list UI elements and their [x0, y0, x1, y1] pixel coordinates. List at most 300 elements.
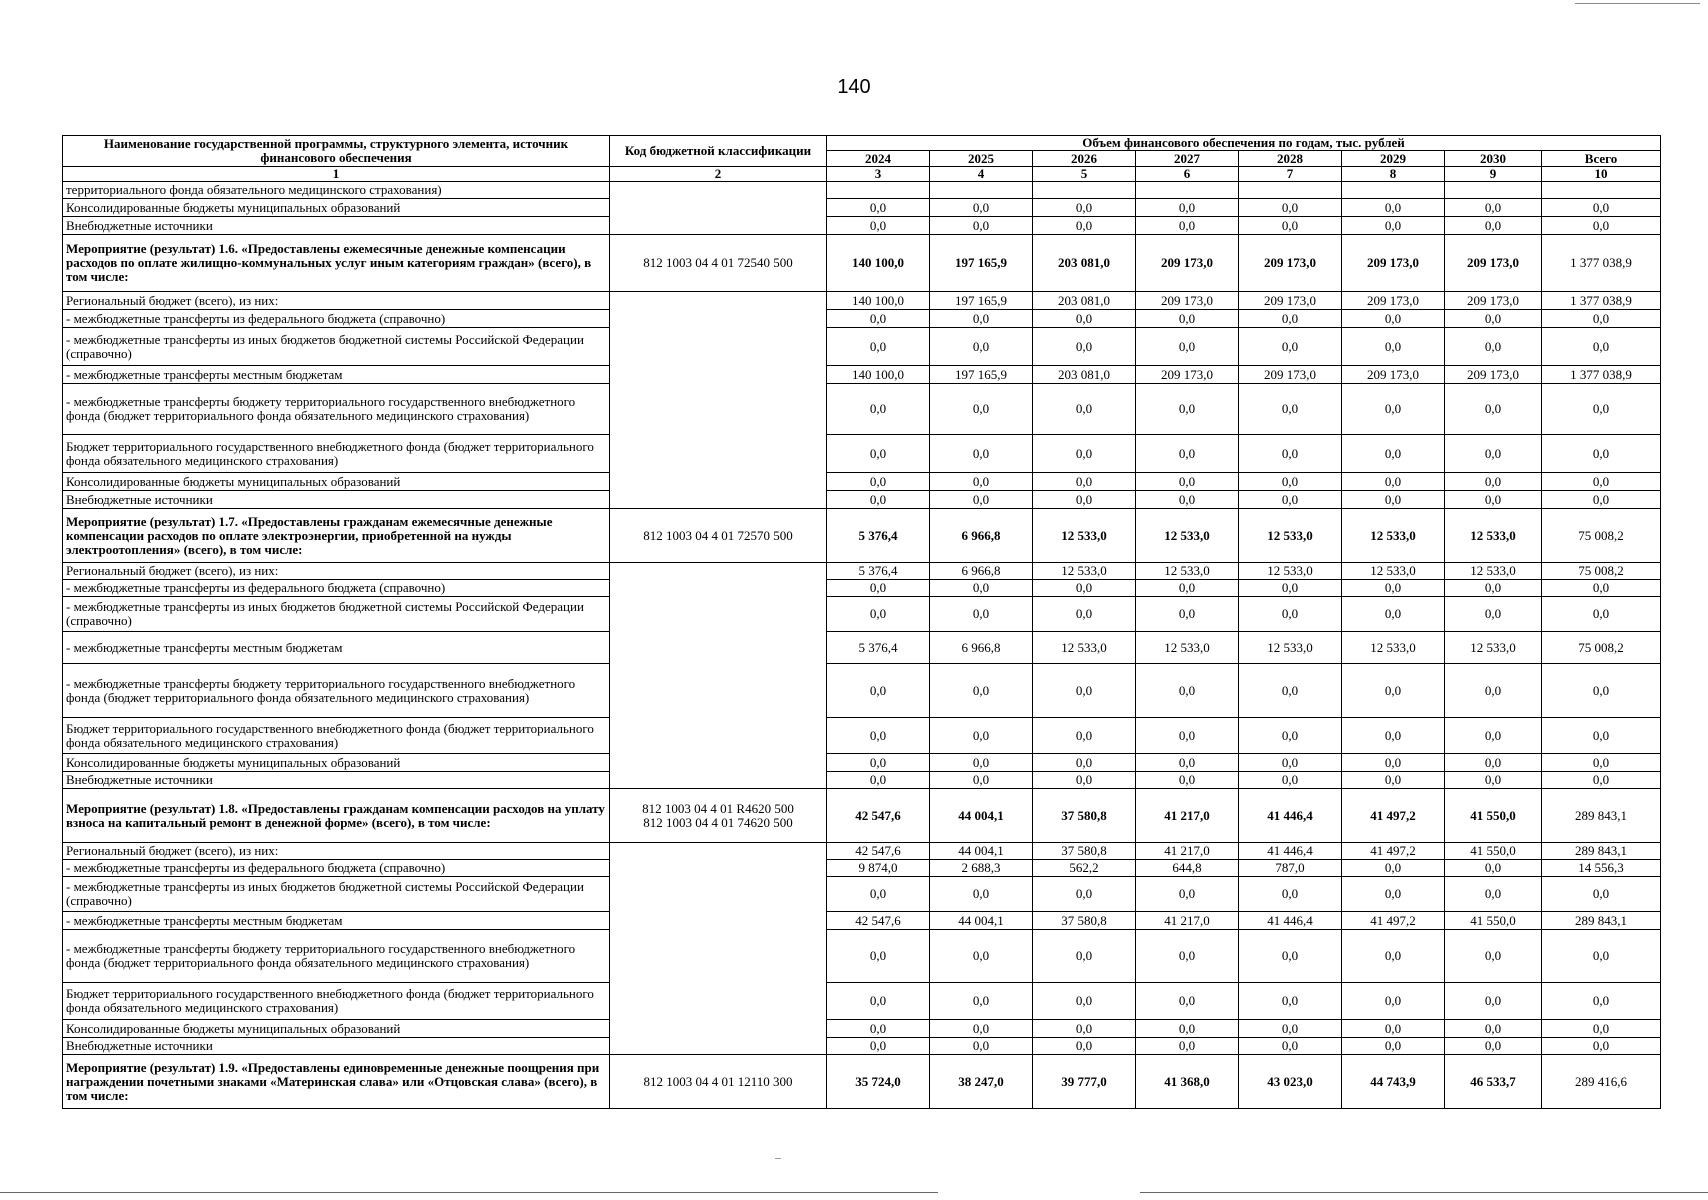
- year-value: 0,0: [1033, 597, 1136, 632]
- total-value: 0,0: [1542, 384, 1661, 435]
- table-row: [63, 580, 1661, 597]
- total-value: 75 008,2: [1542, 632, 1661, 664]
- year-value: 12 533,0: [1033, 509, 1136, 563]
- year-value: 0,0: [1342, 772, 1445, 789]
- year-value: 0,0: [1342, 473, 1445, 491]
- year-value: 0,0: [1136, 772, 1239, 789]
- year-value: 0,0: [1033, 1038, 1136, 1055]
- total-value: 289 843,1: [1542, 789, 1661, 843]
- year-value: 0,0: [827, 983, 930, 1020]
- header-total: Всего: [1542, 151, 1661, 167]
- row-name: Консолидированные бюджеты муниципальных образований: [63, 199, 610, 217]
- year-value: 0,0: [1033, 328, 1136, 366]
- year-value: 0,0: [1445, 217, 1542, 235]
- year-value: 0,0: [1342, 983, 1445, 1020]
- col-number: 3: [827, 167, 930, 182]
- year-value: 0,0: [827, 664, 930, 718]
- year-value: 0,0: [827, 491, 930, 509]
- year-value: 6 966,8: [930, 632, 1033, 664]
- year-value: 0,0: [930, 384, 1033, 435]
- year-value: 0,0: [1033, 664, 1136, 718]
- total-value: 0,0: [1542, 217, 1661, 235]
- year-value: 41 497,2: [1342, 789, 1445, 843]
- col-number: 4: [930, 167, 1033, 182]
- total-value: 75 008,2: [1542, 509, 1661, 563]
- year-value: 0,0: [1445, 597, 1542, 632]
- year-value: 0,0: [1239, 473, 1342, 491]
- year-value: 0,0: [1033, 930, 1136, 983]
- year-value: 0,0: [1239, 328, 1342, 366]
- year-value: 0,0: [1239, 580, 1342, 597]
- row-name: Бюджет территориального государственного внебюджетного фонда (бюджет территориального фонда обязательного медицинского страхования): [63, 718, 610, 754]
- table-row: [63, 860, 1661, 877]
- total-value: 0,0: [1542, 597, 1661, 632]
- row-name: Региональный бюджет (всего), из них:: [63, 563, 610, 580]
- year-value: 0,0: [827, 1038, 930, 1055]
- year-value: [827, 182, 930, 199]
- row-name: - межбюджетные трансферты бюджету территориального государственного внебюджетного фонда (бюджет территориального фонда обязательного медицинского страхования): [63, 930, 610, 983]
- year-value: 0,0: [827, 580, 930, 597]
- budget-code: [610, 182, 827, 235]
- year-value: 0,0: [930, 1038, 1033, 1055]
- year-value: 6 966,8: [930, 509, 1033, 563]
- row-name: - межбюджетные трансферты местным бюджетам: [63, 632, 610, 664]
- year-value: 0,0: [930, 1020, 1033, 1038]
- year-value: 0,0: [1033, 217, 1136, 235]
- year-value: 0,0: [1445, 580, 1542, 597]
- year-value: 42 547,6: [827, 912, 930, 930]
- year-value: 0,0: [1239, 310, 1342, 328]
- year-value: 0,0: [1033, 754, 1136, 772]
- year-value: 12 533,0: [1033, 563, 1136, 580]
- year-value: 0,0: [1342, 199, 1445, 217]
- year-value: 42 547,6: [827, 789, 930, 843]
- year-value: 44 004,1: [930, 912, 1033, 930]
- year-value: 0,0: [1342, 217, 1445, 235]
- row-name: Региональный бюджет (всего), из них:: [63, 292, 610, 310]
- year-value: 0,0: [1033, 1020, 1136, 1038]
- year-value: 12 533,0: [1342, 632, 1445, 664]
- table-row: [63, 718, 1661, 754]
- year-value: 37 580,8: [1033, 789, 1136, 843]
- table-row: [63, 843, 1661, 860]
- row-name: Консолидированные бюджеты муниципальных образований: [63, 1020, 610, 1038]
- year-value: 209 173,0: [1445, 292, 1542, 310]
- header-code-col: Код бюджетной классификации: [610, 136, 827, 167]
- total-value: 0,0: [1542, 473, 1661, 491]
- total-value: 14 556,3: [1542, 860, 1661, 877]
- year-value: 0,0: [827, 217, 930, 235]
- year-value: 0,0: [1445, 1038, 1542, 1055]
- row-name: - межбюджетные трансферты бюджету территориального государственного внебюджетного фонда (бюджет территориального фонда обязательного медицинского страхования): [63, 664, 610, 718]
- year-value: 0,0: [1136, 328, 1239, 366]
- header-name-col: Наименование государственной программы, структурного элемента, источник финансового обеспечения: [63, 136, 610, 167]
- total-value: 0,0: [1542, 718, 1661, 754]
- year-value: 0,0: [1239, 384, 1342, 435]
- year-value: 0,0: [1445, 860, 1542, 877]
- row-name: Внебюджетные источники: [63, 1038, 610, 1055]
- table-row: [63, 366, 1661, 384]
- year-value: 0,0: [827, 597, 930, 632]
- year-value: 644,8: [1136, 860, 1239, 877]
- year-value: 0,0: [1239, 217, 1342, 235]
- year-value: 12 533,0: [1136, 509, 1239, 563]
- year-value: 0,0: [1033, 718, 1136, 754]
- year-value: 0,0: [930, 199, 1033, 217]
- year-value: 0,0: [1033, 772, 1136, 789]
- year-value: 0,0: [1136, 1020, 1239, 1038]
- year-value: 41 550,0: [1445, 912, 1542, 930]
- year-value: 0,0: [1136, 718, 1239, 754]
- year-value: 12 533,0: [1033, 632, 1136, 664]
- budget-code: [610, 843, 827, 1055]
- header-year: 2029: [1342, 151, 1445, 167]
- year-value: 0,0: [930, 473, 1033, 491]
- year-value: 209 173,0: [1342, 292, 1445, 310]
- year-value: 5 376,4: [827, 509, 930, 563]
- table-row: [63, 912, 1661, 930]
- year-value: 0,0: [1033, 384, 1136, 435]
- total-value: 1 377 038,9: [1542, 235, 1661, 292]
- row-name: - межбюджетные трансферты из федерального бюджета (справочно): [63, 580, 610, 597]
- year-value: [1033, 182, 1136, 199]
- table-row: [63, 930, 1661, 983]
- row-name: Мероприятие (результат) 1.7. «Предоставлены гражданам ежемесячные денежные компенсации расходов по оплате электроэнергии, приобретенной на нужды электроотопления» (всего), в том числе:: [63, 509, 610, 563]
- header-year: 2024: [827, 151, 930, 167]
- row-name: территориального фонда обязательного медицинского страхования): [63, 182, 610, 199]
- year-value: 37 580,8: [1033, 843, 1136, 860]
- year-value: 0,0: [1136, 664, 1239, 718]
- col-number: 2: [610, 167, 827, 182]
- total-value: 289 843,1: [1542, 843, 1661, 860]
- year-value: 0,0: [930, 772, 1033, 789]
- total-value: 0,0: [1542, 435, 1661, 473]
- year-value: 0,0: [1136, 930, 1239, 983]
- total-value: 289 416,6: [1542, 1055, 1661, 1109]
- year-value: 0,0: [1445, 473, 1542, 491]
- budget-code: [610, 292, 827, 509]
- total-value: 1 377 038,9: [1542, 366, 1661, 384]
- table-row: [63, 563, 1661, 580]
- year-value: 44 004,1: [930, 789, 1033, 843]
- table-row: [63, 199, 1661, 217]
- row-name: Мероприятие (результат) 1.9. «Предоставлены единовременные денежные поощрения при награждении почетными знаками «Материнская слава» или «Отцовская слава» (всего), в том числе:: [63, 1055, 610, 1109]
- header-year: 2025: [930, 151, 1033, 167]
- year-value: 0,0: [1239, 1038, 1342, 1055]
- year-value: 42 547,6: [827, 843, 930, 860]
- col-number: 1: [63, 167, 610, 182]
- table-row-activity: [63, 235, 1661, 292]
- year-value: 0,0: [1239, 877, 1342, 912]
- year-value: 0,0: [827, 310, 930, 328]
- year-value: 0,0: [1033, 435, 1136, 473]
- header-volume-col: Объем финансового обеспечения по годам, тыс. рублей: [827, 136, 1661, 151]
- table-row: [63, 491, 1661, 509]
- year-value: 12 533,0: [1445, 509, 1542, 563]
- table-row: [63, 1020, 1661, 1038]
- year-value: 0,0: [1239, 491, 1342, 509]
- year-value: 41 368,0: [1136, 1055, 1239, 1109]
- table-row: [63, 384, 1661, 435]
- year-value: 41 550,0: [1445, 843, 1542, 860]
- year-value: 0,0: [1342, 860, 1445, 877]
- table-row: [63, 1038, 1661, 1055]
- row-name: Мероприятие (результат) 1.6. «Предоставлены ежемесячные денежные компенсации расходов по оплате жилищно-коммунальных услуг иным категориям граждан» (всего), в том числе:: [63, 235, 610, 292]
- year-value: 0,0: [1342, 310, 1445, 328]
- year-value: 0,0: [1239, 199, 1342, 217]
- year-value: 12 533,0: [1239, 563, 1342, 580]
- header-year: 2028: [1239, 151, 1342, 167]
- year-value: 203 081,0: [1033, 366, 1136, 384]
- year-value: 12 533,0: [1342, 563, 1445, 580]
- year-value: 0,0: [930, 718, 1033, 754]
- year-value: 0,0: [930, 310, 1033, 328]
- year-value: 0,0: [827, 199, 930, 217]
- col-number: 5: [1033, 167, 1136, 182]
- year-value: 0,0: [1239, 597, 1342, 632]
- year-value: 12 533,0: [1445, 632, 1542, 664]
- year-value: 0,0: [1136, 199, 1239, 217]
- header-year: 2030: [1445, 151, 1542, 167]
- year-value: 0,0: [1033, 491, 1136, 509]
- year-value: 0,0: [930, 580, 1033, 597]
- year-value: 0,0: [1136, 1038, 1239, 1055]
- year-value: 0,0: [1136, 435, 1239, 473]
- year-value: 0,0: [930, 491, 1033, 509]
- total-value: [1542, 182, 1661, 199]
- total-value: 0,0: [1542, 199, 1661, 217]
- year-value: 0,0: [930, 597, 1033, 632]
- budget-code: 812 1003 04 4 01 72540 500: [610, 235, 827, 292]
- year-value: 38 247,0: [930, 1055, 1033, 1109]
- row-name: Внебюджетные источники: [63, 772, 610, 789]
- header-year: 2026: [1033, 151, 1136, 167]
- total-value: 1 377 038,9: [1542, 292, 1661, 310]
- year-value: 0,0: [1239, 718, 1342, 754]
- scan-mark: [775, 1158, 781, 1159]
- year-value: 0,0: [1136, 473, 1239, 491]
- year-value: 209 173,0: [1342, 235, 1445, 292]
- table-row: [63, 632, 1661, 664]
- year-value: 0,0: [930, 983, 1033, 1020]
- year-value: 0,0: [1342, 718, 1445, 754]
- year-value: 0,0: [827, 384, 930, 435]
- bottom-rule: [1140, 1192, 1708, 1193]
- year-value: 0,0: [1136, 310, 1239, 328]
- year-value: 0,0: [1445, 754, 1542, 772]
- table-row: [63, 877, 1661, 912]
- total-value: 0,0: [1542, 664, 1661, 718]
- year-value: 0,0: [1342, 580, 1445, 597]
- year-value: 0,0: [1445, 930, 1542, 983]
- year-value: 0,0: [1445, 310, 1542, 328]
- total-value: 0,0: [1542, 754, 1661, 772]
- budget-code: 812 1003 04 4 01 72570 500: [610, 509, 827, 563]
- budget-code: 812 1003 04 4 01 12110 300: [610, 1055, 827, 1109]
- year-value: 197 165,9: [930, 292, 1033, 310]
- year-value: 0,0: [1136, 754, 1239, 772]
- year-value: 203 081,0: [1033, 292, 1136, 310]
- total-value: 289 843,1: [1542, 912, 1661, 930]
- row-name: Консолидированные бюджеты муниципальных образований: [63, 473, 610, 491]
- year-value: 209 173,0: [1239, 235, 1342, 292]
- year-value: 0,0: [1342, 328, 1445, 366]
- year-value: 0,0: [827, 435, 930, 473]
- total-value: 0,0: [1542, 983, 1661, 1020]
- row-name: - межбюджетные трансферты из федерального бюджета (справочно): [63, 860, 610, 877]
- budget-code: 812 1003 04 4 01 R4620 500 812 1003 04 4 01 74620 500: [610, 789, 827, 843]
- table-row: [63, 182, 1661, 199]
- year-value: 197 165,9: [930, 366, 1033, 384]
- year-value: 0,0: [1033, 310, 1136, 328]
- year-value: 41 217,0: [1136, 912, 1239, 930]
- year-value: 209 173,0: [1445, 366, 1542, 384]
- table-row: [63, 597, 1661, 632]
- row-name: - межбюджетные трансферты из иных бюджетов бюджетной системы Российской Федерации (справочно): [63, 328, 610, 366]
- year-value: 0,0: [930, 877, 1033, 912]
- year-value: 0,0: [1239, 772, 1342, 789]
- year-value: 12 533,0: [1239, 632, 1342, 664]
- year-value: 0,0: [827, 877, 930, 912]
- year-value: 0,0: [1342, 877, 1445, 912]
- year-value: 0,0: [1342, 491, 1445, 509]
- year-value: 0,0: [930, 664, 1033, 718]
- col-number: 6: [1136, 167, 1239, 182]
- year-value: 0,0: [930, 217, 1033, 235]
- year-value: 0,0: [1033, 199, 1136, 217]
- total-value: 0,0: [1542, 877, 1661, 912]
- year-value: 0,0: [1445, 1020, 1542, 1038]
- total-value: 0,0: [1542, 310, 1661, 328]
- year-value: 0,0: [1239, 664, 1342, 718]
- year-value: 41 446,4: [1239, 912, 1342, 930]
- year-value: 0,0: [827, 754, 930, 772]
- col-number: 10: [1542, 167, 1661, 182]
- year-value: 0,0: [930, 328, 1033, 366]
- year-value: [1136, 182, 1239, 199]
- year-value: 0,0: [1445, 718, 1542, 754]
- year-value: 0,0: [1445, 772, 1542, 789]
- year-value: 0,0: [1033, 580, 1136, 597]
- year-value: 0,0: [1136, 217, 1239, 235]
- year-value: 0,0: [1445, 435, 1542, 473]
- year-value: 9 874,0: [827, 860, 930, 877]
- year-value: 41 497,2: [1342, 912, 1445, 930]
- year-value: 0,0: [1342, 1020, 1445, 1038]
- year-value: 0,0: [1239, 1020, 1342, 1038]
- year-value: 209 173,0: [1445, 235, 1542, 292]
- year-value: 787,0: [1239, 860, 1342, 877]
- year-value: 0,0: [1445, 491, 1542, 509]
- year-value: 0,0: [930, 930, 1033, 983]
- column-numbers-row: [63, 167, 1661, 182]
- year-value: 0,0: [1445, 877, 1542, 912]
- table-row-activity: [63, 1055, 1661, 1109]
- year-value: 0,0: [827, 1020, 930, 1038]
- year-value: 41 550,0: [1445, 789, 1542, 843]
- table-row: [63, 217, 1661, 235]
- year-value: 41 217,0: [1136, 789, 1239, 843]
- year-value: 0,0: [827, 473, 930, 491]
- year-value: 41 217,0: [1136, 843, 1239, 860]
- year-value: 140 100,0: [827, 292, 930, 310]
- year-value: 39 777,0: [1033, 1055, 1136, 1109]
- year-value: 209 173,0: [1136, 235, 1239, 292]
- year-value: 0,0: [1136, 384, 1239, 435]
- page-number: 140: [837, 76, 871, 98]
- total-value: 0,0: [1542, 491, 1661, 509]
- table-row: [63, 328, 1661, 366]
- year-value: 46 533,7: [1445, 1055, 1542, 1109]
- year-value: 41 446,4: [1239, 843, 1342, 860]
- total-value: 0,0: [1542, 328, 1661, 366]
- year-value: 562,2: [1033, 860, 1136, 877]
- year-value: 0,0: [1342, 435, 1445, 473]
- year-value: 0,0: [1445, 664, 1542, 718]
- year-value: 12 533,0: [1239, 509, 1342, 563]
- table-row: [63, 292, 1661, 310]
- year-value: 0,0: [1136, 580, 1239, 597]
- year-value: 5 376,4: [827, 632, 930, 664]
- year-value: 140 100,0: [827, 366, 930, 384]
- year-value: 44 743,9: [1342, 1055, 1445, 1109]
- year-value: 0,0: [827, 328, 930, 366]
- year-value: 0,0: [1136, 877, 1239, 912]
- table-row-activity: [63, 789, 1661, 843]
- year-value: 41 497,2: [1342, 843, 1445, 860]
- year-value: 43 023,0: [1239, 1055, 1342, 1109]
- year-value: 35 724,0: [827, 1055, 930, 1109]
- year-value: 12 533,0: [1445, 563, 1542, 580]
- year-value: 203 081,0: [1033, 235, 1136, 292]
- year-value: 0,0: [1239, 435, 1342, 473]
- top-rule: [1575, 3, 1700, 4]
- year-value: 209 173,0: [1342, 366, 1445, 384]
- row-name: Мероприятие (результат) 1.8. «Предоставлены гражданам компенсации расходов на уплату взноса на капитальный ремонт в денежной форме» (всего), в том числе:: [63, 789, 610, 843]
- year-value: 0,0: [1342, 664, 1445, 718]
- year-value: 209 173,0: [1136, 366, 1239, 384]
- col-number: 7: [1239, 167, 1342, 182]
- table-row: [63, 473, 1661, 491]
- year-value: 0,0: [1033, 983, 1136, 1020]
- year-value: 0,0: [1342, 384, 1445, 435]
- table-row: [63, 754, 1661, 772]
- year-value: [1342, 182, 1445, 199]
- year-value: 6 966,8: [930, 563, 1033, 580]
- row-name: - межбюджетные трансферты местным бюджетам: [63, 912, 610, 930]
- year-value: 0,0: [1033, 877, 1136, 912]
- table-row: [63, 435, 1661, 473]
- total-value: 75 008,2: [1542, 563, 1661, 580]
- row-name: - межбюджетные трансферты из иных бюджетов бюджетной системы Российской Федерации (справочно): [63, 877, 610, 912]
- year-value: 0,0: [1033, 473, 1136, 491]
- row-name: Внебюджетные источники: [63, 217, 610, 235]
- table-row: [63, 983, 1661, 1020]
- row-name: - межбюджетные трансферты бюджету территориального государственного внебюджетного фонда (бюджет территориального фонда обязательного медицинского страхования): [63, 384, 610, 435]
- year-value: 12 533,0: [1136, 632, 1239, 664]
- row-name: Внебюджетные источники: [63, 491, 610, 509]
- year-value: 0,0: [1136, 491, 1239, 509]
- row-name: Региональный бюджет (всего), из них:: [63, 843, 610, 860]
- year-value: 37 580,8: [1033, 912, 1136, 930]
- year-value: 197 165,9: [930, 235, 1033, 292]
- col-number: 9: [1445, 167, 1542, 182]
- year-value: 0,0: [1239, 930, 1342, 983]
- year-value: 209 173,0: [1136, 292, 1239, 310]
- year-value: 0,0: [1239, 983, 1342, 1020]
- year-value: 12 533,0: [1342, 509, 1445, 563]
- header-year: 2027: [1136, 151, 1239, 167]
